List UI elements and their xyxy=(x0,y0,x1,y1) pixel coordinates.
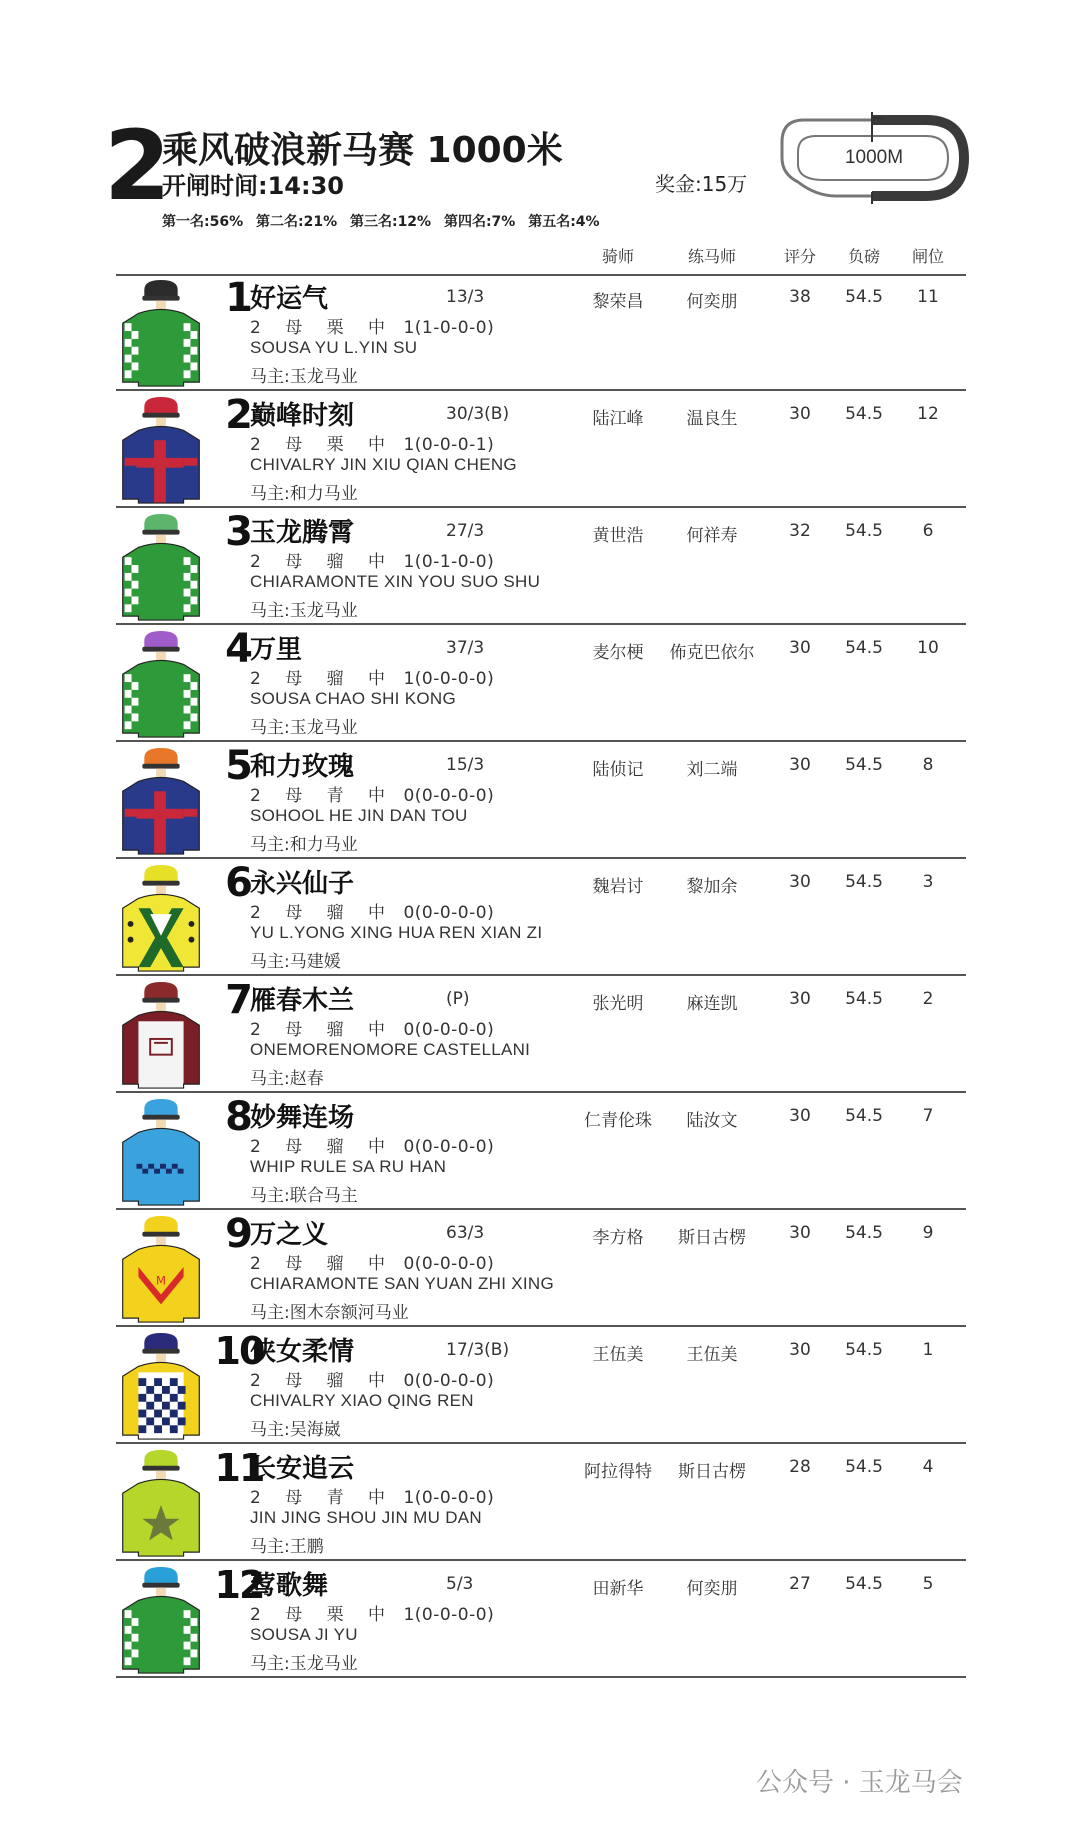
horse-name: 万里 xyxy=(250,635,303,665)
horse-owner: 马主:玉龙马业 xyxy=(250,367,358,387)
horse-number: 3 xyxy=(225,509,253,555)
race-prize: 奖金:15万 xyxy=(655,172,748,196)
horse-owner: 马主:王鹏 xyxy=(250,1537,324,1557)
horse-color: 骝 xyxy=(326,1371,345,1391)
horse-rating: 30 xyxy=(789,872,811,892)
horse-trainer: 温良生 xyxy=(686,409,738,429)
horse-sex: 母 xyxy=(285,786,303,806)
horse-odds: 27/3 xyxy=(446,521,485,541)
horse-details xyxy=(250,430,512,455)
horse-record: 0(0-0-0-0) xyxy=(403,1371,495,1391)
horse-details xyxy=(250,781,512,806)
horse-record: 0(0-0-0-0) xyxy=(403,786,495,806)
horse-size: 中 xyxy=(368,318,386,338)
horse-owner: 马主:联合马主 xyxy=(250,1186,358,1206)
horse-weight: 54.5 xyxy=(845,1223,883,1243)
horse-sex: 母 xyxy=(285,1488,303,1508)
horse-record: 1(0-0-0-0) xyxy=(403,1605,495,1625)
horse-jockey: 陆江峰 xyxy=(592,409,644,429)
race-card-table xyxy=(116,274,966,1678)
horse-details xyxy=(250,1483,512,1508)
horse-details xyxy=(250,898,512,923)
horse-weight: 54.5 xyxy=(845,1106,883,1126)
horse-name: 莺歌舞 xyxy=(250,1571,329,1601)
horse-jockey: 阿拉得特 xyxy=(584,1462,652,1482)
horse-odds: (P) xyxy=(446,989,470,1009)
horse-gate: 2 xyxy=(922,989,934,1009)
table-row xyxy=(116,1210,966,1327)
horse-sex: 母 xyxy=(285,435,303,455)
horse-jockey: 李方格 xyxy=(592,1228,644,1248)
horse-record: 0(0-0-0-0) xyxy=(403,1254,495,1274)
horse-record: 1(0-0-0-0) xyxy=(403,669,495,689)
horse-rating: 32 xyxy=(789,521,811,541)
horse-trainer: 斯日古楞 xyxy=(678,1462,746,1482)
horse-owner: 马主:玉龙马业 xyxy=(250,718,358,738)
horse-number: 2 xyxy=(225,392,253,438)
horse-weight: 54.5 xyxy=(845,1574,883,1594)
track-distance-label: 1000M xyxy=(844,147,904,168)
column-header-trainer: 练马师 xyxy=(687,247,737,266)
horse-details xyxy=(250,1249,512,1274)
horse-sire: YU L.YONG XING HUA REN XIAN ZI xyxy=(250,923,543,942)
horse-gate: 9 xyxy=(922,1223,934,1243)
horse-rating: 30 xyxy=(789,404,811,424)
horse-sire: SOUSA CHAO SHI KONG xyxy=(250,689,456,708)
horse-record: 1(0-0-0-1) xyxy=(403,435,495,455)
horse-odds: 17/3(B) xyxy=(446,1340,510,1360)
horse-color: 骝 xyxy=(326,1137,345,1157)
horse-size: 中 xyxy=(368,1605,386,1625)
horse-gate: 5 xyxy=(922,1574,934,1594)
horse-gate: 12 xyxy=(917,404,939,424)
horse-rating: 28 xyxy=(789,1457,811,1477)
horse-gate: 4 xyxy=(922,1457,934,1477)
horse-record: 1(0-0-0-0) xyxy=(403,1488,495,1508)
table-row xyxy=(116,1444,966,1561)
horse-gate: 6 xyxy=(922,521,934,541)
horse-jockey: 黄世浩 xyxy=(592,526,644,546)
horse-owner: 马主:和力马业 xyxy=(250,484,358,504)
horse-owner: 马主:赵春 xyxy=(250,1069,324,1089)
horse-number: 5 xyxy=(225,743,253,789)
horse-gate: 7 xyxy=(922,1106,934,1126)
column-header-jockey: 骑师 xyxy=(601,247,635,266)
horse-color: 骝 xyxy=(326,552,345,572)
horse-size: 中 xyxy=(368,1020,386,1040)
horse-sex: 母 xyxy=(285,1605,303,1625)
horse-record: 0(0-0-0-0) xyxy=(403,903,495,923)
table-row xyxy=(116,274,966,391)
horse-color: 青 xyxy=(326,1488,345,1508)
horse-trainer: 斯日古楞 xyxy=(678,1228,746,1248)
horse-owner: 马主:玉龙马业 xyxy=(250,601,358,621)
horse-trainer: 何祥寿 xyxy=(686,526,738,546)
horse-gate: 3 xyxy=(922,872,934,892)
placing-odds-2: 第二名:21% xyxy=(255,214,338,230)
horse-details xyxy=(250,313,512,338)
horse-color: 骝 xyxy=(326,1254,345,1274)
horse-sire: SOHOOL HE JIN DAN TOU xyxy=(250,806,468,825)
horse-odds: 63/3 xyxy=(446,1223,485,1243)
horse-gate: 10 xyxy=(917,638,939,658)
horse-age: 2 xyxy=(250,1254,262,1274)
horse-trainer: 黎加余 xyxy=(686,877,738,897)
horse-jockey: 黎荣昌 xyxy=(592,292,644,312)
horse-owner: 马主:吴海崴 xyxy=(250,1420,341,1440)
horse-color: 骝 xyxy=(326,1020,345,1040)
horse-age: 2 xyxy=(250,903,262,923)
horse-size: 中 xyxy=(368,1488,386,1508)
horse-details xyxy=(250,664,512,689)
horse-record: 0(0-0-0-0) xyxy=(403,1137,495,1157)
horse-trainer: 麻连凯 xyxy=(686,994,738,1014)
horse-trainer: 刘二端 xyxy=(686,760,738,780)
horse-details xyxy=(250,547,512,572)
table-row xyxy=(116,859,966,976)
horse-age: 2 xyxy=(250,435,262,455)
horse-number: 9 xyxy=(225,1211,253,1257)
horse-name: 和力玫瑰 xyxy=(250,752,355,782)
horse-rating: 38 xyxy=(789,287,811,307)
horse-trainer: 何奕朋 xyxy=(686,292,738,312)
horse-color: 栗 xyxy=(326,1605,345,1625)
horse-number: 6 xyxy=(225,860,253,906)
horse-rating: 27 xyxy=(789,1574,811,1594)
horse-jockey: 王伍美 xyxy=(592,1345,644,1365)
horse-name: 长安追云 xyxy=(250,1454,355,1484)
horse-sire: CHIVALRY JIN XIU QIAN CHENG xyxy=(250,455,517,474)
column-header-rating: 评分 xyxy=(783,247,817,266)
svg-text:M: M xyxy=(155,1273,167,1288)
race-title: 乘风破浪新马赛 1000米 xyxy=(162,130,563,171)
horse-odds: 30/3(B) xyxy=(446,404,510,424)
horse-record: 1(0-1-0-0) xyxy=(403,552,495,572)
table-row xyxy=(116,625,966,742)
horse-name: 永兴仙子 xyxy=(250,869,355,899)
horse-weight: 54.5 xyxy=(845,989,883,1009)
horse-owner: 马主:图木奈额河马业 xyxy=(250,1303,409,1323)
horse-odds: 13/3 xyxy=(446,287,485,307)
horse-weight: 54.5 xyxy=(845,872,883,892)
horse-jockey: 麦尔梗 xyxy=(592,643,644,663)
horse-name: 巅峰时刻 xyxy=(250,401,355,431)
placing-odds-4: 第四名:7% xyxy=(443,214,516,230)
horse-number: 12 xyxy=(214,1563,264,1607)
horse-age: 2 xyxy=(250,786,262,806)
placing-odds-1: 第一名:56% xyxy=(162,214,244,230)
horse-number: 7 xyxy=(225,977,253,1023)
table-row xyxy=(116,508,966,625)
horse-sex: 母 xyxy=(285,1254,303,1274)
column-header-weight: 负磅 xyxy=(847,247,881,266)
horse-name: 玉龙腾霄 xyxy=(250,518,355,548)
horse-sire: CHIARAMONTE XIN YOU SUO SHU xyxy=(250,572,541,591)
horse-odds: 15/3 xyxy=(446,755,485,775)
horse-gate: 11 xyxy=(917,287,939,307)
horse-gate: 8 xyxy=(922,755,934,775)
horse-rating: 30 xyxy=(789,638,811,658)
horse-trainer: 何奕朋 xyxy=(686,1579,738,1599)
table-row xyxy=(116,976,966,1093)
horse-number: 11 xyxy=(214,1446,264,1490)
horse-record: 0(0-0-0-0) xyxy=(403,1020,495,1040)
horse-sex: 母 xyxy=(285,1137,303,1157)
horse-size: 中 xyxy=(368,669,386,689)
horse-name: 侠女柔情 xyxy=(250,1337,355,1367)
horse-color: 青 xyxy=(326,786,345,806)
horse-weight: 54.5 xyxy=(845,404,883,424)
horse-size: 中 xyxy=(368,786,386,806)
horse-color: 栗 xyxy=(326,318,345,338)
horse-size: 中 xyxy=(368,552,386,572)
horse-age: 2 xyxy=(250,669,262,689)
horse-weight: 54.5 xyxy=(845,287,883,307)
horse-odds: 5/3 xyxy=(446,1574,474,1594)
horse-number: 10 xyxy=(214,1329,264,1373)
horse-weight: 54.5 xyxy=(845,1457,883,1477)
horse-weight: 54.5 xyxy=(845,1340,883,1360)
horse-jockey: 魏岩讨 xyxy=(592,877,644,897)
horse-sire: CHIARAMONTE SAN YUAN ZHI XING xyxy=(250,1274,555,1293)
horse-details xyxy=(250,1015,512,1040)
horse-size: 中 xyxy=(368,1254,386,1274)
horse-sex: 母 xyxy=(285,552,303,572)
horse-rating: 30 xyxy=(789,1223,811,1243)
horse-age: 2 xyxy=(250,318,262,338)
horse-weight: 54.5 xyxy=(845,638,883,658)
horse-number: 1 xyxy=(225,275,253,321)
horse-jockey: 仁青伦珠 xyxy=(584,1111,652,1131)
horse-sex: 母 xyxy=(285,318,303,338)
horse-number: 8 xyxy=(225,1094,253,1140)
horse-sex: 母 xyxy=(285,1371,303,1391)
horse-jockey: 田新华 xyxy=(592,1579,644,1599)
horse-weight: 54.5 xyxy=(845,521,883,541)
horse-sire: SOUSA YU L.YIN SU xyxy=(250,338,418,357)
horse-weight: 54.5 xyxy=(845,755,883,775)
horse-gate: 1 xyxy=(922,1340,934,1360)
horse-trainer: 佈克巴依尔 xyxy=(669,643,755,663)
horse-sex: 母 xyxy=(285,1020,303,1040)
horse-age: 2 xyxy=(250,1020,262,1040)
horse-color: 骝 xyxy=(326,903,345,923)
horse-size: 中 xyxy=(368,1137,386,1157)
horse-trainer: 陆汝文 xyxy=(686,1111,738,1131)
horse-age: 2 xyxy=(250,552,262,572)
horse-details xyxy=(250,1600,512,1625)
table-row xyxy=(116,1093,966,1210)
horse-age: 2 xyxy=(250,1605,262,1625)
horse-jockey: 张光明 xyxy=(592,994,644,1014)
horse-age: 2 xyxy=(250,1488,262,1508)
horse-color: 栗 xyxy=(326,435,345,455)
horse-sire: CHIVALRY XIAO QING REN xyxy=(250,1391,474,1410)
column-header-gate: 闸位 xyxy=(911,247,945,266)
watermark: 公众号 · 玉龙马会 xyxy=(756,1768,963,1798)
placing-odds-5: 第五名:4% xyxy=(528,214,600,230)
horse-number: 4 xyxy=(225,626,253,672)
horse-size: 中 xyxy=(368,435,386,455)
horse-color: 骝 xyxy=(326,669,345,689)
horse-sire: WHIP RULE SA RU HAN xyxy=(250,1157,447,1176)
horse-name: 雁春木兰 xyxy=(250,986,355,1016)
race-start-time: 开闸时间:14:30 xyxy=(162,172,344,200)
table-row xyxy=(116,1561,966,1678)
horse-size: 中 xyxy=(368,903,386,923)
placing-odds xyxy=(162,211,608,231)
placing-odds-3: 第三名:12% xyxy=(349,214,432,230)
horse-name: 万之义 xyxy=(250,1220,329,1250)
horse-jockey: 陆侦记 xyxy=(592,760,644,780)
horse-rating: 30 xyxy=(789,989,811,1009)
table-row xyxy=(116,391,966,508)
horse-sire: SOUSA JI YU xyxy=(250,1625,358,1644)
horse-owner: 马主:玉龙马业 xyxy=(250,1654,358,1674)
horse-details xyxy=(250,1366,512,1391)
horse-rating: 30 xyxy=(789,755,811,775)
horse-age: 2 xyxy=(250,1137,262,1157)
horse-owner: 马主:马建媛 xyxy=(250,952,341,972)
race-number: 2 xyxy=(104,110,171,222)
horse-name: 好运气 xyxy=(250,284,329,314)
horse-rating: 30 xyxy=(789,1340,811,1360)
horse-sire: ONEMORENOMORE CASTELLANI xyxy=(250,1040,531,1059)
horse-sex: 母 xyxy=(285,669,303,689)
horse-sire: JIN JING SHOU JIN MU DAN xyxy=(250,1508,482,1527)
horse-details xyxy=(250,1132,512,1157)
horse-size: 中 xyxy=(368,1371,386,1391)
table-row xyxy=(116,742,966,859)
horse-age: 2 xyxy=(250,1371,262,1391)
horse-rating: 30 xyxy=(789,1106,811,1126)
horse-odds: 37/3 xyxy=(446,638,485,658)
table-row xyxy=(116,1327,966,1444)
horse-owner: 马主:和力马业 xyxy=(250,835,358,855)
horse-name: 妙舞连场 xyxy=(250,1103,355,1133)
horse-record: 1(1-0-0-0) xyxy=(403,318,495,338)
horse-trainer: 王伍美 xyxy=(686,1345,738,1365)
horse-sex: 母 xyxy=(285,903,303,923)
